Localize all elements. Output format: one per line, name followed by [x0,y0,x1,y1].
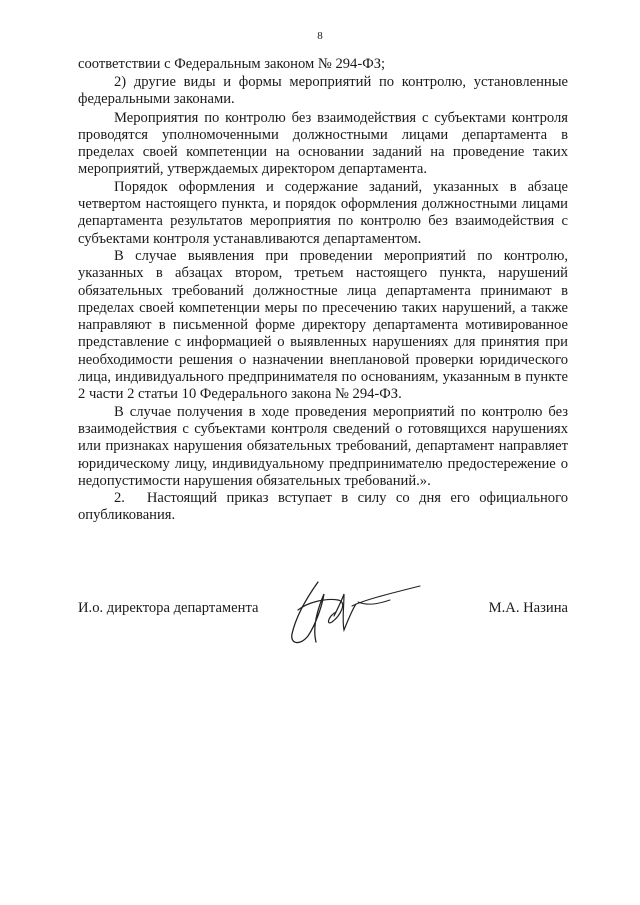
paragraph-violations-detected: В случае выявления при проведении мероприятий по контролю, указанных в абзацах втором, третьем настоящего пункта, нарушений обязательных требований должностные лица департамента принимают в пределах своей компетенции меры по пресечению таких нарушений, а также направляют в письменной форме директору департамента мотивированное представление с информацией о выявленных нарушениях для принятия при необходимости решения о назначении внеплановой проверки юридического лица, индивидуального предпринимателя по основаниям, указанным в пункте 2 части 2 статьи 10 Федерального закона № 294-ФЗ. [78,247,568,403]
paragraph-order-of-tasks: Порядок оформления и содержание заданий, указанных в абзаце четвертом настоящего пункта, и порядок оформления должностными лицами департамента результатов мероприятия по контролю без взаимодействия с субъектами контроля устанавливаются департаментом. [78,178,568,247]
signatory-name: М.А. Назина [488,600,568,616]
page-number: 8 [317,30,323,42]
paragraph-item-2: 2) другие виды и формы мероприятий по контролю, установленные федеральными законами. [78,74,568,108]
paragraph-measures-without-interaction: Мероприятия по контролю без взаимодействия с субъектами контроля проводятся уполномоченными должностными лицами департамента в пределах своей компетенции на основании заданий на проведение таких мероприятий, утверждаемых директором департамента. [78,109,568,178]
paragraph-warning: В случае получения в ходе проведения мероприятий по контролю без взаимодействия с субъектами контроля сведений о готовящихся нарушениях или признаках нарушения обязательных требований, департамент направляет юридическому лицу, индивидуальному предпринимателю предостережение о недопустимости нарушения обязательных требований.». [78,403,568,489]
paragraph-entry-into-force: 2. Настоящий приказ вступает в силу со дня его официального опубликования. [78,490,568,524]
signatory-title: И.о. директора департамента [78,600,259,616]
signature-block [78,600,568,620]
paragraph-continuation: соответствии с Федеральным законом № 294-ФЗ; [78,56,386,72]
document-body [78,56,568,525]
